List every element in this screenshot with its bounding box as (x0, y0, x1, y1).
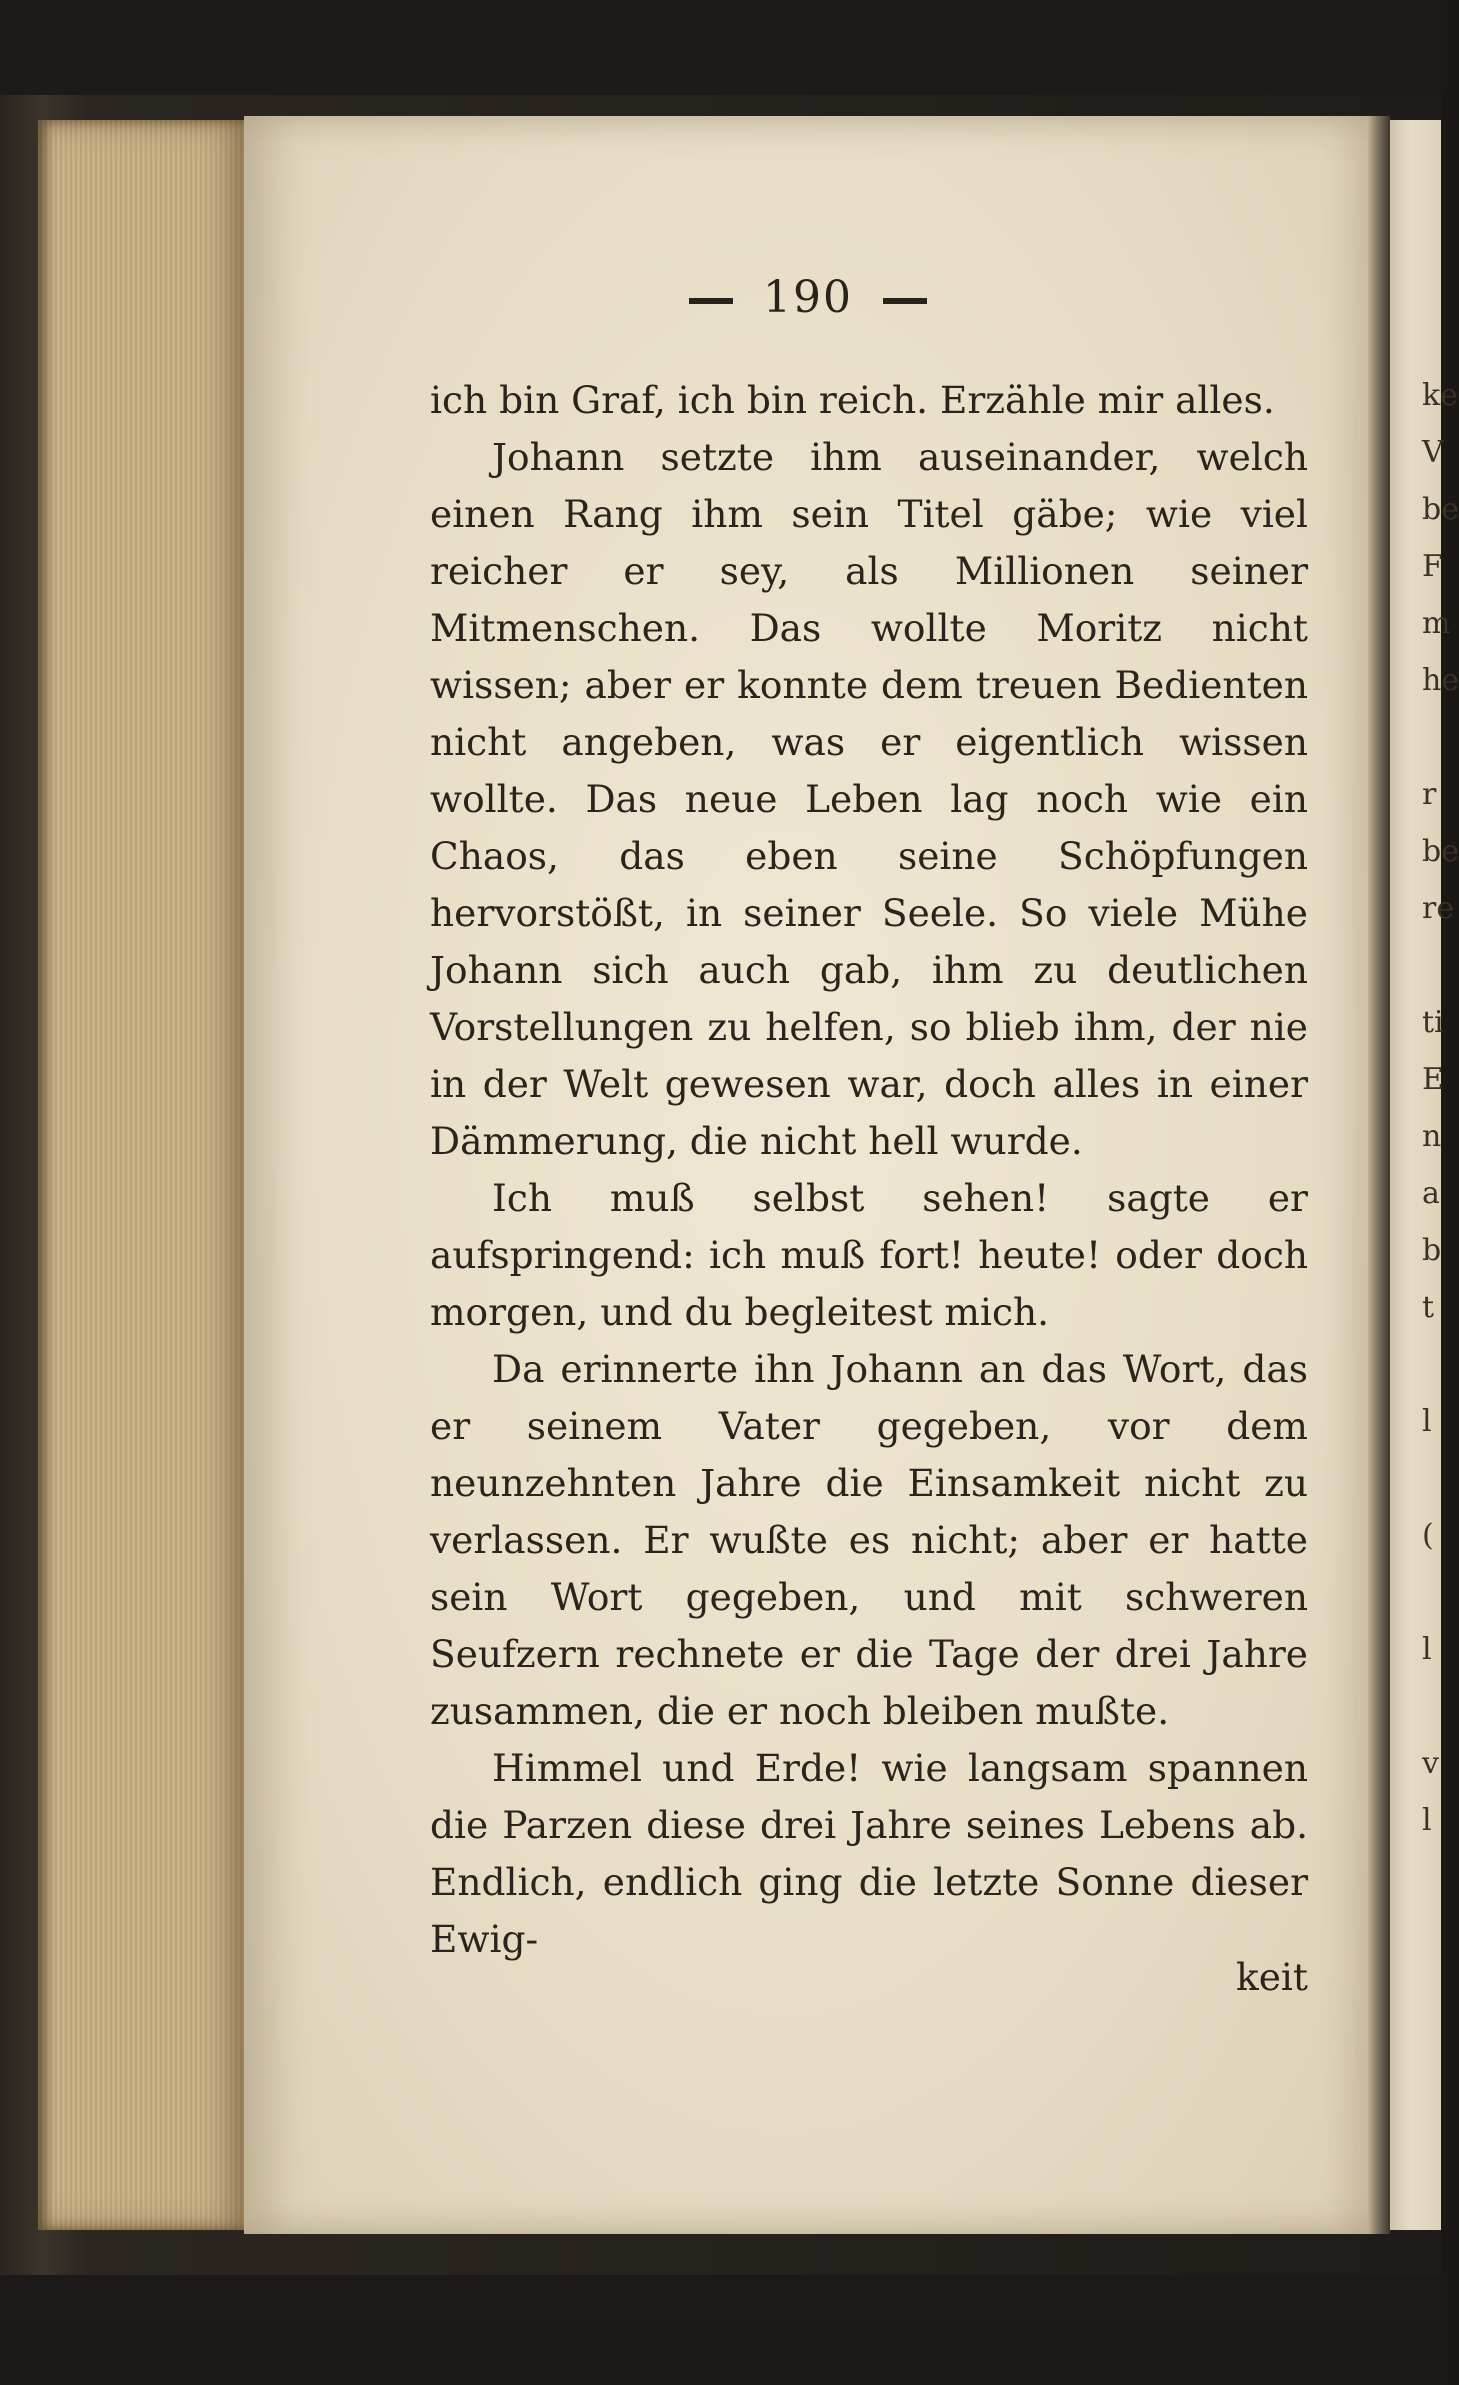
next-page-fragment: he (1422, 663, 1459, 698)
next-page-fragment: re (1422, 891, 1455, 926)
next-page-fragment: b (1422, 1233, 1442, 1268)
paragraph: Da erinnerte ihn Johann an das Wort, das er seinem Vater gegeben, vor dem neunzehnten Jahre die Einsamkeit nicht zu verlassen. Er wußte es nicht; aber er hatte sein Wort gegeben, und mit schweren Seufzern rechnete er die Tage der drei Jahre zusammen, die er noch bleiben mußte. (430, 1347, 1308, 1733)
next-page-fragment: l (1422, 1632, 1432, 1667)
next-page-edge (1390, 120, 1459, 2230)
next-page-fragment: r (1422, 777, 1437, 812)
page-number: 190 (763, 272, 853, 323)
next-page-fragment: F (1422, 549, 1443, 584)
next-page-fragment: a (1422, 1176, 1440, 1211)
catchword: keit (1236, 1955, 1308, 1999)
next-page-fragment: n (1422, 1119, 1442, 1154)
page-header (246, 272, 1370, 323)
paragraph: ich bin Graf, ich bin reich. Erzähle mir alles. (430, 378, 1275, 422)
paragraph: Ich muß selbst sehen! sagte er aufspringend: ich muß fort! heute! oder doch morgen, und du begleitest mich. (430, 1176, 1308, 1334)
header-dash-left (689, 298, 733, 304)
next-page-fragment: ke (1422, 378, 1458, 413)
next-page-fragment: V (1422, 435, 1444, 470)
body-text (430, 372, 1308, 1968)
paragraph: Himmel und Erde! wie langsam spannen die Parzen diese drei Jahre seines Lebens ab. Endlich, endlich ging die letzte Sonne dieser Ewig- (430, 1746, 1308, 1961)
next-page-fragment: ( (1422, 1518, 1434, 1553)
paragraph: Johann setzte ihm auseinander, welch einen Rang ihm sein Titel gäbe; wie viel reicher er sey, als Millionen seiner Mitmenschen. Das wollte Moritz nicht wissen; aber er konnte dem treuen Bedienten nicht angeben, was er eigentlich wissen wollte. Das neue Leben lag noch wie ein Chaos, das eben seine Schöpfungen hervorstößt, in seiner Seele. So viele Mühe Johann sich auch gab, ihm zu deutlichen Vorstellungen zu helfen, so blieb ihm, der nie in der Welt gewesen war, doch alles in einer Dämmerung, die nicht hell wurde. (430, 435, 1308, 1163)
next-page-fragment: l (1422, 1404, 1432, 1439)
next-page-fragment: be (1422, 492, 1459, 527)
page-block-edge (38, 120, 250, 2230)
next-page-fragment: t (1422, 1290, 1435, 1325)
book-gutter (1368, 116, 1390, 2234)
next-page-fragment: v (1422, 1746, 1439, 1781)
header-dash-right (883, 298, 927, 304)
next-page-fragment: be (1422, 834, 1459, 869)
next-page-fragment: E (1422, 1062, 1444, 1097)
next-page-fragment: m (1422, 606, 1451, 641)
next-page-fragment: ti (1422, 1005, 1444, 1040)
next-page-fragment: l (1422, 1803, 1432, 1838)
